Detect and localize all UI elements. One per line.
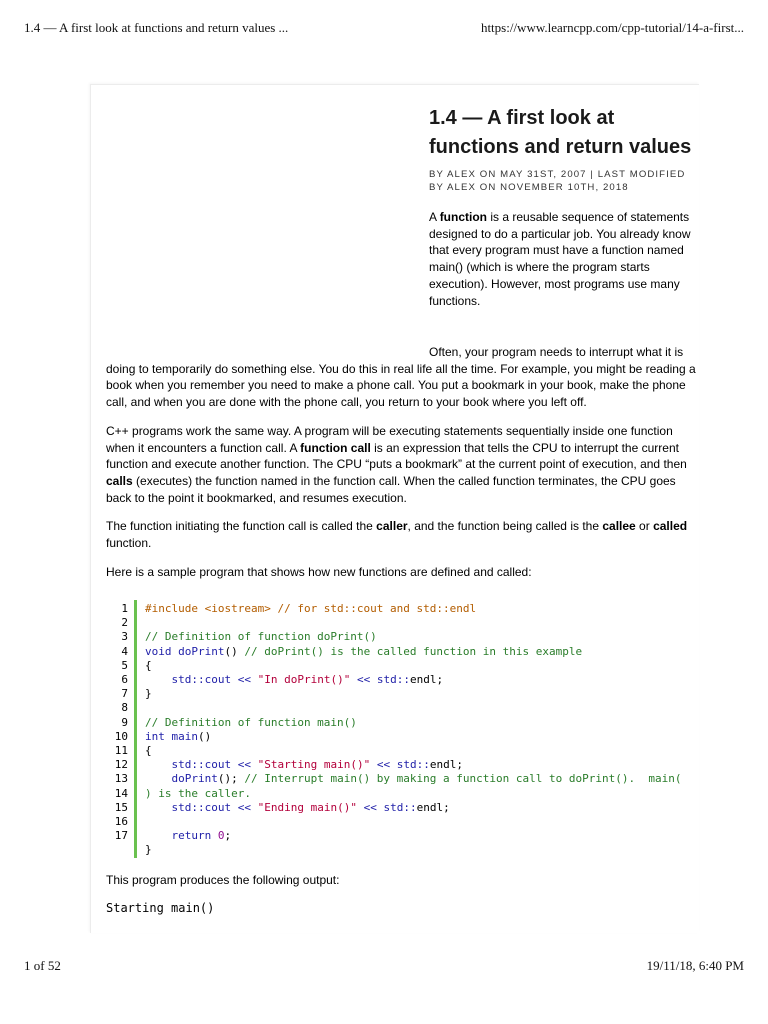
document-title: 1.4 — A first look at functions and return values ... bbox=[24, 20, 289, 35]
term-function: function bbox=[439, 210, 488, 224]
article-body bbox=[106, 344, 696, 588]
term-function-call: function call bbox=[300, 440, 371, 455]
paragraph-sample-intro: Here is a sample program that shows how new functions are defined and called: bbox=[106, 564, 532, 579]
output-intro: This program produces the following output: bbox=[106, 873, 340, 887]
article-byline: BY ALEX ON MAY 31ST, 2007 | LAST MODIFIED BY ALEX ON NOVEMBER 10TH, 2018 bbox=[429, 169, 686, 193]
article-title: 1.4 — A first look at functions and return values bbox=[429, 107, 692, 158]
code-line bbox=[145, 616, 705, 630]
print-header bbox=[24, 20, 744, 40]
paragraph-interrupt: Often, your program needs to interrupt what it is doing to temporarily do something else. You do this in real life all the time. For example, you might be reading a book when you remember you need to make a phone call. You put a bookmark in your book, make the phone call, and when you are done with the phone call, you return to your book where you left off. bbox=[106, 345, 696, 410]
code-line: ) is the caller. bbox=[145, 786, 251, 800]
code-line: #include <iostream> // for std::cout and std::endl bbox=[145, 602, 477, 615]
print-datetime: 19/11/18, 6:40 PM bbox=[646, 958, 744, 973]
term-caller: caller bbox=[376, 519, 408, 534]
code-block bbox=[106, 602, 696, 860]
page-count: 1 of 52 bbox=[24, 958, 61, 973]
code-line bbox=[145, 701, 705, 715]
code-line: // Definition of function main() bbox=[145, 715, 357, 729]
program-output: Starting main() bbox=[106, 901, 215, 915]
code-line: // Definition of function doPrint() bbox=[145, 630, 377, 644]
code-line: doPrint(); // Interrupt main() by making a function call to doPrint(). main( bbox=[145, 772, 682, 786]
code-line: int main() bbox=[145, 729, 212, 743]
code-line: { bbox=[145, 744, 152, 758]
paragraph-function-call: C++ programs work the same way. A program will be executing statements sequentially inside one function when it encounters a function call. A function call is an expression that tells the CPU to interrupt the current function and execute another function. The CPU “puts a bookmark” at the current point of execution, and then calls (executes) the function named in the function call. When the called function terminates, the CPU goes back to the point it bookmarked, and resumes execution. bbox=[106, 423, 687, 505]
code-line: std::cout << "Starting main()" << std::endl; bbox=[145, 758, 463, 772]
term-called: called bbox=[653, 519, 688, 534]
page-url[interactable]: https://www.learncpp.com/cpp-tutorial/14-a-first... bbox=[480, 20, 744, 35]
intro-paragraph: A function is a reusable sequence of statements designed to do a particular job. You already know that every program must have a function named main() (which is where the program starts execution). However, most programs use many functions. bbox=[429, 210, 691, 308]
code-line: std::cout << "Ending main()" << std::endl; bbox=[145, 800, 450, 814]
line-number-gutter: 1 2 3 4 5 6 7 8 9 10 11 12 13 14 15 16 17 bbox=[114, 602, 128, 843]
code-line: } bbox=[145, 687, 152, 701]
code-line bbox=[145, 815, 705, 829]
code-line: } bbox=[145, 843, 152, 857]
print-footer bbox=[24, 958, 744, 976]
code-line: return 0; bbox=[145, 829, 232, 843]
title-block bbox=[429, 104, 697, 309]
code-line: void doPrint() // doPrint() is the called function in this example bbox=[145, 644, 583, 658]
paragraph-caller-callee: The function initiating the function call is called the caller, and the function being called is the callee or called function. bbox=[106, 519, 688, 551]
code-accent-bar bbox=[134, 600, 137, 858]
code-line: { bbox=[145, 658, 152, 672]
term-calls: calls bbox=[106, 473, 133, 488]
code-line: std::cout << "In doPrint()" << std::endl; bbox=[145, 673, 444, 687]
term-callee: callee bbox=[602, 519, 636, 534]
code-lines bbox=[145, 602, 705, 858]
